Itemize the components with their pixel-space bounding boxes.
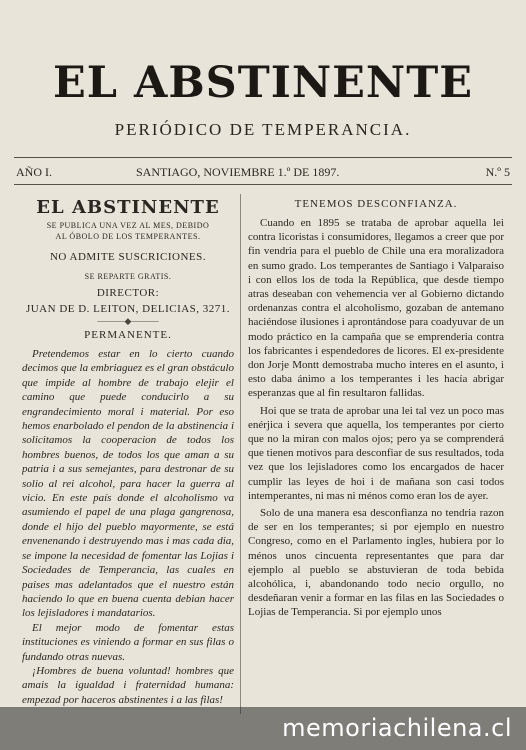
paragraph: Hoi que se trata de aprobar una lei tal vez un poco mas enérjica i severa que aquella, los temperantes por cierto que no la miran con malos ojos; pero ya se comprenderá que tienen motivos para desconfiar de sus resultados, toda vez que los lejisladores como los encargados de hacer cumplir las leyes de hoi i de mañana son casi todos intemperantes, ni mas ni ménos como eran los de ayer.	[248, 404, 504, 502]
paragraph: El mejor modo de fomentar estas instituciones es viniendo a formar en sus filas o fundando otras nuevas.	[22, 621, 234, 663]
watermark-bar	[0, 707, 526, 750]
publication-note-2: AL ÓBOLO DE LOS TEMPERANTES.	[55, 232, 201, 241]
director-name: JUAN DE D. LEITON, DELICIAS, 3271.	[25, 303, 231, 315]
publication-note-1: SE PUBLICA UNA VEZ AL MES, DEBIDO	[46, 221, 210, 230]
director-label: DIRECTOR:	[96, 287, 160, 299]
column-divider	[240, 194, 241, 714]
issue-year: AÑO I.	[16, 165, 52, 179]
paper-title: EL ABSTINENTE	[36, 197, 220, 218]
section-heading-permanente: PERMANENTE.	[84, 329, 172, 341]
section-heading-desconfianza: TENEMOS DESCONFIANZA.	[294, 198, 458, 210]
masthead-subtitle: PERIÓDICO DE TEMPERANCIA.	[114, 120, 412, 139]
subscriptions-note: NO ADMITE SUSCRICIONES.	[49, 251, 207, 263]
issue-dateline: SANTIAGO, NOVIEMBRE 1.º DE 1897.	[136, 165, 340, 179]
issue-line	[14, 163, 512, 181]
paragraph: ¡Hombres de buena voluntad! hombres que amais la igualdad i fraternidad humana: empezad por haceros abstinentes i a las filas!	[22, 664, 234, 706]
right-column	[248, 196, 504, 716]
issue-number: N.º 5	[485, 165, 510, 179]
paragraph: Cuando en 1895 se trataba de aprobar aquella lei contra licoristas i consumidores, llegamos a creer que por fin vendria para el pueblo de Chile una era moralizadora en sumo grado. Los temperantes de Santiago i Valparaiso i con ellos los de toda la República, que desde tiempo atras deseaban con vehemencia ver al Gobierno dictando ordenanzas contra el alcoholismo, gozaban de antemano haciéndose ilusiones i aprontándose para coadyuvar de un modo práctico en la campaña que se emprenderia contra los fabricantes i espendedores de licores. El ex-presidente don Jorje Montt demostraba mucho interes en el asunto, i esto daba ánimo a los temperantes i les hacía abrigar esperanzas que al fin resultaron fallidas.	[248, 217, 504, 400]
masthead-title: EL ABSTINENTE	[52, 58, 473, 108]
distribution-note: SE REPARTE GRATIS.	[84, 272, 172, 281]
top-rule	[14, 157, 512, 158]
paragraph: Solo de una manera esa desconfianza no tendria razon de ser en los temperantes; si por ejemplo en nuestro Congreso, como en el Parlamento ingles, hubiera por lo ménos unos cincuenta representantes que para dar ejemplo al pueblo se abstuvieran de toda bebida alcohólica, i, abandonando todo necio orgullo, no desdeñaran venir a formar en las filas en las Sociedades o Lojias de Temperancia. Si por ejemplo unos	[248, 507, 504, 619]
issue-bottom-rule	[14, 184, 512, 185]
left-column	[22, 196, 234, 716]
paragraph: Pretendemos estar en lo cierto cuando decimos que la embriaguez es el gran obstáculo que impide al hombre de trabajo elejir el camino que puede conducirlo a su engrandecimiento moral i material. Por eso hemos enarbolado el pendon de la abstinencia i solicitamos la cooperacion de todos los hombres buenos, de todos los que aman a su patria i a sus semejantes, para destronar de su solio al rei alcohol, para hacer la guerra al vicio. En este país donde el alcoholismo va asumiendo el papel de una plaga gangrenosa, donde el hijo del pueblo mayormente, se está envenenando i destruyendo mas i mas cada dia, se impone la necesidad de fomentar las Lojias i Sociedades de Temperancia, las cuales en paises mas adelantados que el nuestro están haciendo lo que en buena cuenta debian hacer los lejisladores i mandatarios.	[22, 348, 234, 620]
watermark-text: memoriachilena.cl	[282, 714, 512, 742]
ornament-divider: ———◆———	[97, 316, 159, 326]
